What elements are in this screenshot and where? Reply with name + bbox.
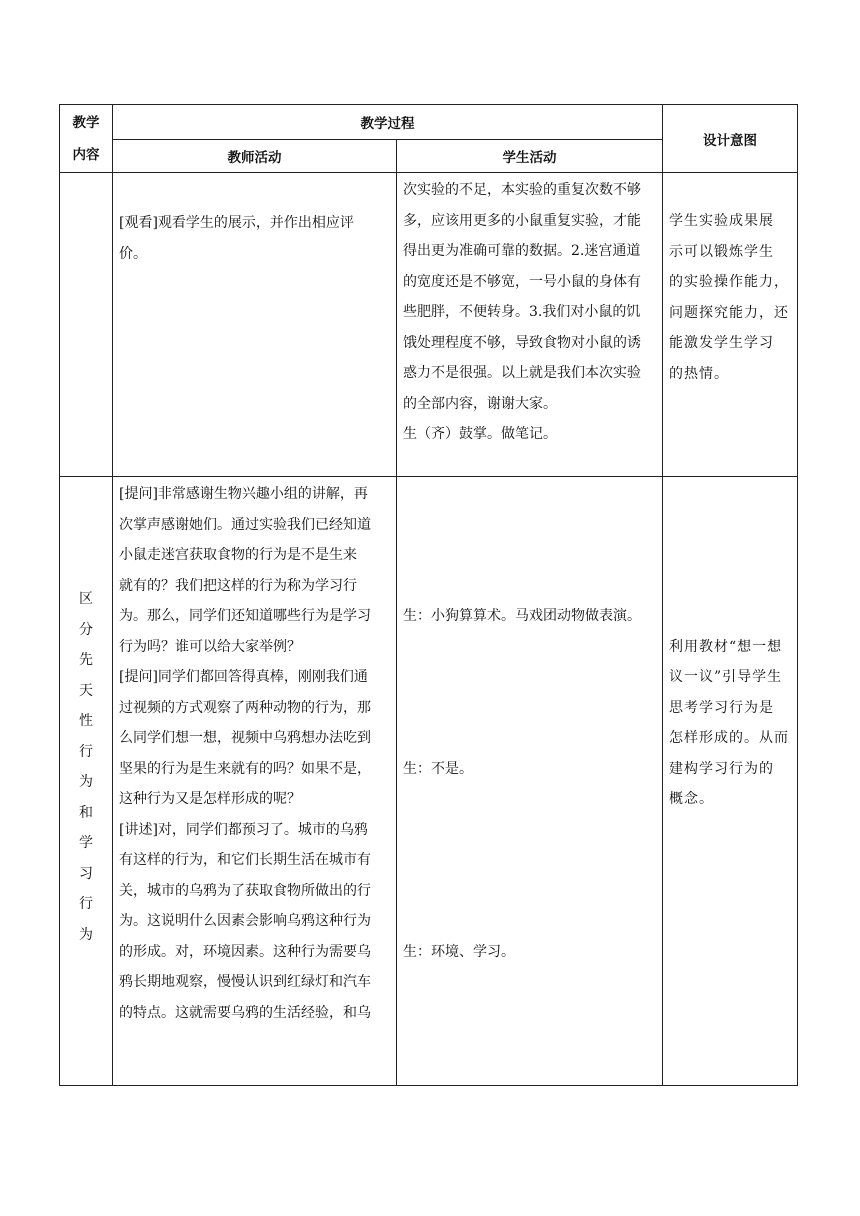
text-line: 得出更为准确可靠的数据。2.迷宫通道 bbox=[403, 243, 641, 259]
text-line: 生：不是。 bbox=[403, 760, 473, 777]
text-line bbox=[403, 693, 656, 724]
text-line: 小鼠走迷宫获取食物的行为是不是生来 bbox=[119, 547, 357, 563]
text-line: 价。 bbox=[119, 245, 147, 262]
header-topic-line2: 内容 bbox=[72, 146, 100, 163]
text-line: 的热情。 bbox=[669, 365, 729, 382]
row2-topic-cell bbox=[60, 477, 113, 1086]
text-line bbox=[669, 540, 791, 571]
text-line bbox=[403, 540, 656, 571]
row2-student-cell bbox=[397, 477, 663, 1086]
text-line: 学生实验成果展 bbox=[669, 213, 774, 229]
text-line bbox=[669, 601, 791, 632]
topic-char: 天 bbox=[79, 682, 93, 699]
row1-topic-cell bbox=[60, 173, 113, 477]
topic-char: 为 bbox=[79, 926, 93, 943]
text-line: 问题探究能力，还 bbox=[669, 304, 789, 321]
header-intent: 设计意图 bbox=[663, 105, 798, 173]
text-line: 生：小狗算算术。马戏团动物做表演。 bbox=[403, 608, 641, 624]
text-line: 为。那么，同学们还知道哪些行为是学习 bbox=[119, 608, 371, 624]
text-line: 为。这说明什么因素会影响乌鸦这种行为 bbox=[119, 913, 371, 929]
text-line: 些肥胖，不便转身。3.我们对小鼠的饥 bbox=[403, 304, 641, 320]
text-line: 议一议”引导学生 bbox=[669, 669, 783, 685]
text-line bbox=[403, 632, 656, 663]
text-line: 的全部内容，谢谢大家。 bbox=[403, 395, 557, 412]
table-row bbox=[60, 477, 798, 1086]
text-line: 多，应该用更多的小鼠重复实验，才能 bbox=[403, 212, 641, 229]
text-line: 行为吗？谁可以给大家举例？ bbox=[119, 638, 301, 655]
text-line: 的特点。这就需要乌鸦的生活经验，和乌 bbox=[119, 1004, 371, 1021]
text-line: 概念。 bbox=[669, 791, 714, 807]
text-line: 这种行为又是怎样形成的呢？ bbox=[119, 791, 301, 807]
text-line bbox=[669, 479, 791, 510]
header-row-1 bbox=[60, 105, 798, 140]
text-line: [提问]同学们都回答得真棒，刚刚我们通 bbox=[119, 669, 368, 685]
text-line: 利用教材“想一想 bbox=[669, 638, 783, 655]
topic-char: 区 bbox=[79, 591, 93, 607]
text-line bbox=[403, 723, 656, 754]
topic-char: 分 bbox=[79, 621, 93, 638]
header-teacher: 教师活动 bbox=[113, 140, 397, 173]
text-line bbox=[669, 510, 791, 541]
text-line bbox=[403, 845, 656, 876]
text-line: 的形成。对，环境因素。这种行为需要乌 bbox=[119, 943, 371, 960]
row1-intent-cell bbox=[663, 173, 798, 477]
topic-char: 先 bbox=[79, 652, 93, 668]
text-line: 生：环境、学习。 bbox=[403, 943, 515, 960]
topic-char: 学 bbox=[79, 835, 93, 851]
text-line bbox=[403, 906, 656, 937]
topic-char: 和 bbox=[79, 804, 93, 821]
lesson-plan-table bbox=[59, 104, 798, 1086]
topic-char: 行 bbox=[79, 743, 93, 760]
text-line bbox=[669, 571, 791, 602]
text-line: 鸦长期地观察，慢慢认识到红绿灯和汽车 bbox=[119, 974, 371, 990]
text-line: 坚果的行为是生来就有的吗？如果不是， bbox=[119, 760, 371, 777]
row2-intent-cell bbox=[663, 477, 798, 1086]
text-line: [观看]观看学生的展示，并作出相应评 bbox=[119, 215, 354, 231]
text-line: [提问]非常感谢生物兴趣小组的讲解，再 bbox=[119, 486, 368, 502]
text-line: 就有的？我们把这样的行为称为学习行 bbox=[119, 577, 357, 594]
header-topic-line1: 教学 bbox=[72, 114, 100, 131]
header-topic bbox=[60, 105, 113, 173]
text-line bbox=[403, 662, 656, 693]
text-line bbox=[403, 510, 656, 541]
text-line: 关，城市的乌鸦为了获取食物所做出的行 bbox=[119, 882, 371, 899]
text-line bbox=[403, 876, 656, 907]
topic-char: 行 bbox=[79, 896, 93, 912]
text-line: 示可以锻炼学生 bbox=[669, 243, 774, 260]
row1-teacher-cell bbox=[113, 173, 397, 477]
text-line: 有这样的行为，和它们长期生活在城市有 bbox=[119, 852, 371, 868]
table-row bbox=[60, 173, 798, 477]
text-line bbox=[403, 815, 656, 846]
text-line: [讲述]对，同学们都预习了。城市的乌鸦 bbox=[119, 821, 368, 838]
text-line: 么同学们想一想，视频中乌鸦想办法吃到 bbox=[119, 730, 371, 746]
topic-char: 性 bbox=[79, 713, 93, 729]
text-line bbox=[403, 784, 656, 815]
text-line: 的宽度还是不够宽，一号小鼠的身体有 bbox=[403, 273, 641, 290]
text-line: 生（齐）鼓掌。做笔记。 bbox=[403, 426, 557, 442]
text-line: 能激发学生学习 bbox=[669, 335, 774, 351]
text-line: 建构学习行为的 bbox=[669, 760, 774, 777]
text-line: 过视频的方式观察了两种动物的行为，那 bbox=[119, 699, 371, 716]
text-line: 惑力不是很强。以上就是我们本次实验 bbox=[403, 365, 641, 381]
text-line: 思考学习行为是 bbox=[669, 699, 774, 716]
header-process: 教学过程 bbox=[113, 105, 663, 140]
topic-char: 习 bbox=[79, 865, 93, 882]
text-line: 次实验的不足，本实验的重复次数不够 bbox=[403, 182, 641, 198]
text-line bbox=[403, 479, 656, 510]
text-line: 次掌声感谢她们。通过实验我们已经知道 bbox=[119, 516, 371, 533]
text-line bbox=[403, 571, 656, 602]
text-line: 的实验操作能力， bbox=[669, 274, 789, 290]
topic-char: 为 bbox=[79, 774, 93, 790]
text-line: 怎样形成的。从而 bbox=[669, 730, 789, 746]
text-line: 饿处理程度不够，导致食物对小鼠的诱 bbox=[403, 334, 641, 351]
header-student: 学生活动 bbox=[397, 140, 663, 173]
row1-student-cell bbox=[397, 173, 663, 477]
row2-teacher-cell bbox=[113, 477, 397, 1086]
